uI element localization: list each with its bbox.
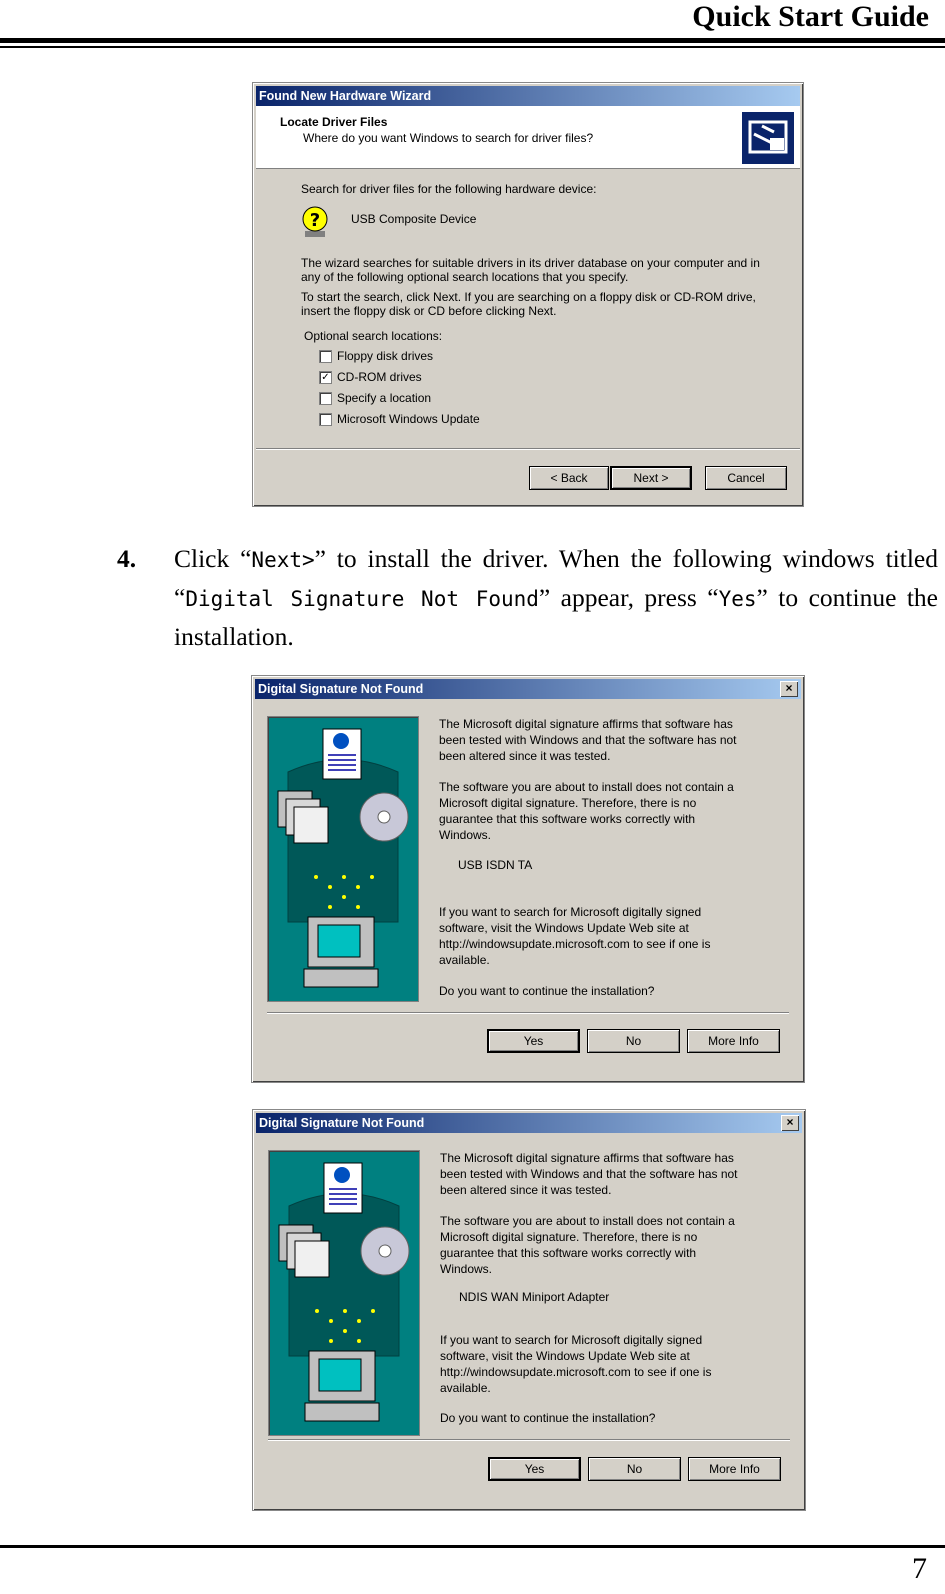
wizard-para1-line1: The wizard searches for suitable drivers in its driver database on your computer and in bbox=[301, 256, 760, 270]
dialog-2-p3-line3: http://windowsupdate.microsoft.com to see if one is bbox=[440, 1365, 712, 1379]
wizard-subheading: Where do you want Windows to search for driver files? bbox=[303, 131, 594, 145]
dialog-1-p2-line4: Windows. bbox=[439, 828, 492, 842]
option-windows-update[interactable] bbox=[319, 412, 539, 428]
search-label: Search for driver files for the following hardware device: bbox=[301, 182, 597, 196]
hardware-wizard-icon bbox=[742, 112, 794, 164]
dialog-1-p2-line3: guarantee that this software works correctly with bbox=[439, 812, 696, 826]
dialog-1-device: USB ISDN TA bbox=[458, 858, 533, 872]
dialog-1-close-button[interactable] bbox=[780, 681, 798, 697]
wizard-titlebar[interactable] bbox=[256, 86, 800, 106]
step-text-part1: Click “ bbox=[174, 544, 252, 573]
dialog-2-more-info-button[interactable]: More Info bbox=[688, 1457, 781, 1481]
dialog-1-p2-line2: Microsoft digital signature. Therefore, there is no bbox=[439, 796, 697, 810]
dialog-1-p3-line1: If you want to search for Microsoft digitally signed bbox=[439, 905, 702, 919]
found-new-hardware-wizard bbox=[252, 82, 804, 507]
wizard-heading: Locate Driver Files bbox=[280, 115, 388, 129]
cancel-button[interactable]: Cancel bbox=[705, 466, 787, 490]
dialog-2-p3-line2: software, visit the Windows Update Web site at bbox=[440, 1349, 690, 1363]
option-floppy[interactable] bbox=[319, 349, 539, 365]
step-number: 4. bbox=[117, 544, 137, 573]
dialog-2-device: NDIS WAN Miniport Adapter bbox=[459, 1290, 610, 1304]
dialog-1-question: Do you want to continue the installation? bbox=[439, 984, 655, 998]
checkbox-windows-update[interactable] bbox=[319, 413, 332, 426]
checkbox-floppy[interactable] bbox=[319, 350, 332, 363]
step-yes-keyword: Yes bbox=[718, 587, 757, 611]
dialog-1-titlebar[interactable] bbox=[255, 679, 801, 699]
footer-rule bbox=[0, 1545, 945, 1548]
dialog-2-p1-line3: been altered since it was tested. bbox=[440, 1183, 612, 1197]
dialog-1-more-info-button[interactable]: More Info bbox=[687, 1029, 780, 1053]
dialog-1-p3-line3: http://windowsupdate.microsoft.com to see if one is bbox=[439, 937, 711, 951]
dialog-2-p2-line1: The software you are about to install does not contain a bbox=[440, 1214, 735, 1228]
signature-illustration-icon bbox=[268, 717, 418, 1001]
dialog-2-close-button[interactable] bbox=[781, 1115, 799, 1131]
dialog-2-p3-line4: available. bbox=[440, 1381, 491, 1395]
wizard-separator bbox=[256, 448, 800, 450]
dialog-2-p2-line2: Microsoft digital signature. Therefore, there is no bbox=[440, 1230, 698, 1244]
page-number: 7 bbox=[912, 1552, 927, 1585]
dialog-2-yes-button[interactable]: Yes bbox=[488, 1457, 581, 1481]
dialog-2-p2-line3: guarantee that this software works correctly with bbox=[440, 1246, 697, 1260]
close-icon: × bbox=[786, 1115, 794, 1129]
dialog-2-titlebar[interactable] bbox=[256, 1113, 802, 1133]
dialog-2-illustration bbox=[268, 1150, 420, 1436]
optional-locations-label: Optional search locations: bbox=[304, 329, 443, 343]
option-cdrom[interactable] bbox=[319, 370, 539, 386]
dialog-2-p1-line1: The Microsoft digital signature affirms that software has bbox=[440, 1151, 734, 1165]
dialog-1-no-button[interactable]: No bbox=[587, 1029, 680, 1053]
dialog-1-separator bbox=[267, 1012, 789, 1014]
dialog-2-question: Do you want to continue the installation? bbox=[440, 1411, 656, 1425]
step-text-part2: ” to install the driver. When the following windows titled “ bbox=[174, 544, 938, 612]
digital-signature-dialog-1 bbox=[251, 675, 805, 1083]
dialog-1-p3-line2: software, visit the Windows Update Web site at bbox=[439, 921, 689, 935]
digital-signature-dialog-2 bbox=[252, 1109, 806, 1511]
back-button[interactable]: < Back bbox=[529, 466, 609, 490]
dialog-2-p2-line4: Windows. bbox=[440, 1262, 493, 1276]
page-header-title: Quick Start Guide bbox=[692, 0, 929, 33]
wizard-para2-line2: insert the floppy disk or CD before clicking Next. bbox=[301, 304, 557, 318]
step-dialog-name: Digital Signature Not Found bbox=[185, 587, 539, 611]
dialog-1-p1-line3: been altered since it was tested. bbox=[439, 749, 611, 763]
option-cdrom-label: CD-ROM drives bbox=[337, 370, 422, 384]
option-windows-update-label: Microsoft Windows Update bbox=[337, 412, 480, 426]
dialog-2-no-button[interactable]: No bbox=[588, 1457, 681, 1481]
dialog-2-title: Digital Signature Not Found bbox=[259, 1116, 425, 1130]
svg-text:?: ? bbox=[309, 210, 321, 231]
wizard-title: Found New Hardware Wizard bbox=[259, 89, 432, 103]
option-floppy-label: Floppy disk drives bbox=[337, 349, 434, 363]
option-specify[interactable] bbox=[319, 391, 539, 407]
option-specify-label: Specify a location bbox=[337, 391, 432, 405]
dialog-2-separator bbox=[268, 1439, 790, 1441]
dialog-2-p3-line1: If you want to search for Microsoft digitally signed bbox=[440, 1333, 703, 1347]
dialog-1-p1-line2: been tested with Windows and that the software has not bbox=[439, 733, 737, 747]
device-name: USB Composite Device bbox=[351, 212, 477, 226]
step-text-part4: ” to continue the installation. bbox=[174, 583, 938, 651]
step-text-part3: ” appear, press “ bbox=[538, 583, 719, 612]
signature-illustration-icon bbox=[269, 1151, 419, 1435]
checkbox-specify[interactable] bbox=[319, 392, 332, 405]
step-text bbox=[174, 540, 938, 655]
question-icon bbox=[301, 205, 331, 241]
dialog-2-p1-line2: been tested with Windows and that the software has not bbox=[440, 1167, 738, 1181]
wizard-banner bbox=[256, 106, 800, 169]
dialog-1-yes-button[interactable]: Yes bbox=[487, 1029, 580, 1053]
wizard-para1-line2: any of the following optional search locations that you specify. bbox=[301, 270, 629, 284]
dialog-1-p2-line1: The software you are about to install does not contain a bbox=[439, 780, 734, 794]
dialog-1-illustration bbox=[267, 716, 419, 1002]
next-button[interactable]: Next > bbox=[610, 466, 692, 490]
dialog-1-p1-line1: The Microsoft digital signature affirms that software has bbox=[439, 717, 733, 731]
step-next-keyword: Next> bbox=[251, 548, 315, 572]
wizard-para2-line1: To start the search, click Next. If you are searching on a floppy disk or CD-ROM drive, bbox=[301, 290, 756, 304]
checkbox-cdrom[interactable]: ✓ bbox=[319, 371, 332, 384]
header-rule bbox=[0, 38, 945, 43]
close-icon: × bbox=[785, 681, 793, 695]
header-rule-thin bbox=[0, 46, 945, 48]
dialog-1-p3-line4: available. bbox=[439, 953, 490, 967]
dialog-1-title: Digital Signature Not Found bbox=[258, 682, 424, 696]
